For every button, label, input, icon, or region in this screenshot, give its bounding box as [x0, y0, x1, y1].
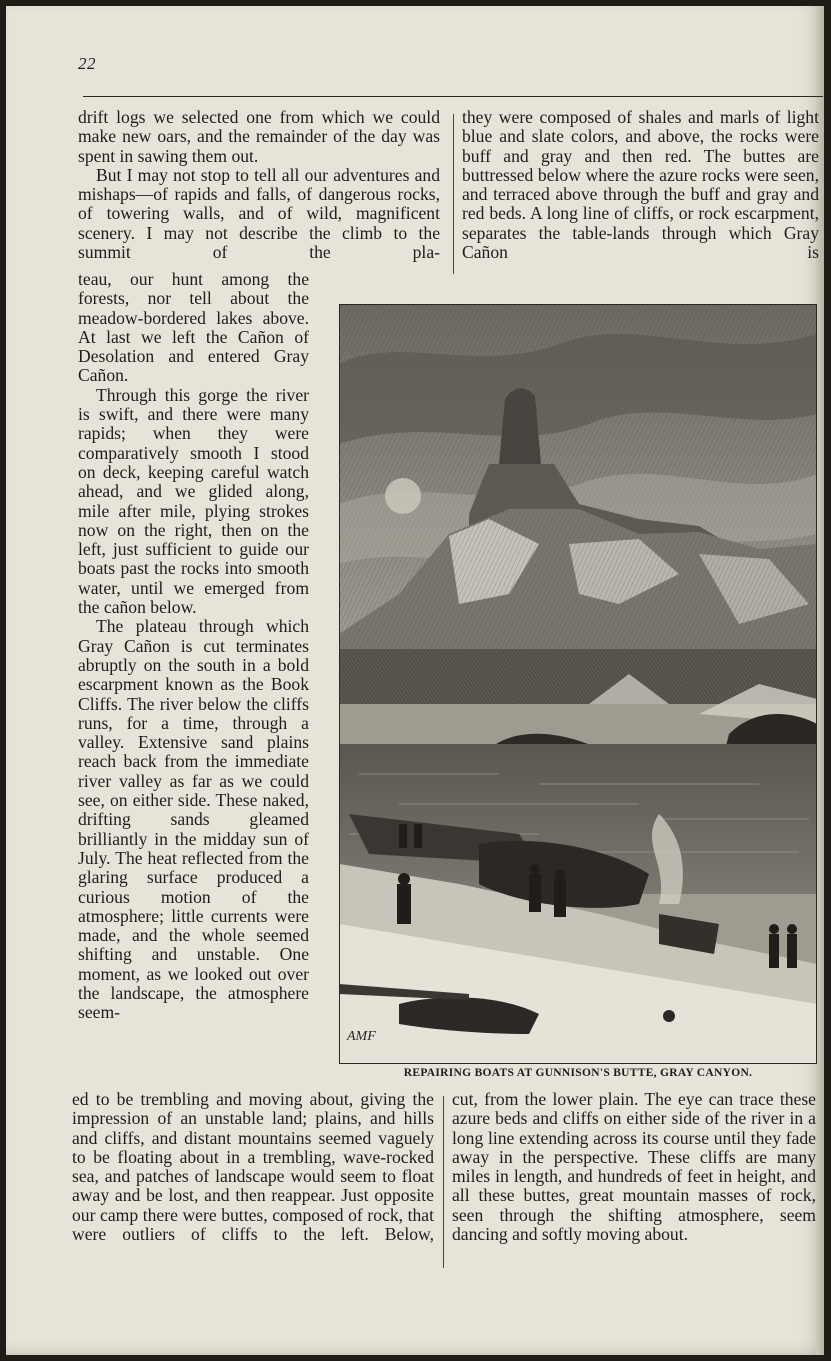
paragraph: teau, our hunt among the forests, nor tell about the meadow-bordered lakes above. At last we left the Cañon of Desolation and entered Gray Cañon. [78, 269, 309, 386]
paragraph: cut, from the lower plain. The eye can trace these azure beds and cliffs on either side of the river in a long line extending across its course until they fade away in the perspective. These cliffs are many miles in length, and hundreds of feet in height, and all these buttes, great mountain masses of rock, seen through the shifting atmosphere, seem dancing and softly moving about. [452, 1089, 816, 1245]
figure-caption: REPAIRING BOATS AT GUNNISON'S BUTTE, GRAY CANYON. [403, 1067, 753, 1079]
left-column-top [78, 108, 440, 280]
paragraph: But I may not stop to tell all our adventures and mishaps—of rapids and falls, of dangerous rocks, of towering walls, and of wild, magnificent scenery. I may not describe the climb to the summit of the pla- [78, 164, 440, 263]
narrow-column [78, 270, 309, 1090]
engraving-illustration [339, 304, 817, 1064]
book-page [6, 6, 824, 1355]
paragraph: The plateau through which Gray Cañon is cut terminates abruptly on the south in a bold escarpment known as the Book Cliffs. The river below the cliffs runs, for a time, through a valley. Extensive sand plains reach back from the immediate river valley as far as we could see, on either side. These naked, drifting sands gleamed brilliantly in the midday sun of July. The heat reflected from the glaring surface produced a curious motion of the atmosphere; little currents were made, and the whole seemed shifting and unstable. One moment, as we looked out over the landscape, the atmosphere seem- [78, 616, 309, 1023]
header-rule [83, 96, 823, 97]
paragraph: drift logs we selected one from which we could make new oars, and the remainder of the day was spent in sawing them out. [78, 107, 440, 166]
right-column-top [462, 108, 819, 280]
page-number: 22 [78, 54, 96, 73]
right-column-bottom [452, 1090, 816, 1270]
artist-signature: AMF [347, 1029, 376, 1044]
paragraph: ed to be trembling and moving about, giving the impression of an unstable land; plains, and hills and cliffs, and distant mountains seemed vaguely to be floating about in a trembling, wave-rocked sea, and patches of landscape would seem to float away and be lost, and then reappear. Just opposite our camp there were buttes, composed of rock, that were outliers of cliffs to the left. Below, [72, 1089, 434, 1245]
column-divider-bottom [443, 1096, 444, 1268]
left-column-bottom [72, 1090, 434, 1270]
paragraph: Through this gorge the river is swift, and there were many rapids; when they were comparatively smooth I stood on deck, keeping careful watch ahead, and we glided along, mile after mile, plying strokes now on the right, then on the left, just sufficient to guide our boats past the rocks into smooth water, until we emerged from the cañon below. [78, 384, 309, 618]
paragraph: they were composed of shales and marls of light blue and slate colors, and above, the rocks were buff and gray and then red. The buttes are buttressed below where the azure rocks were seen, and terraced above through the buff and gray and red beds. A long line of cliffs, or rock escarpment, separates the table-lands through which Gray Cañon is [462, 107, 819, 263]
engraving-drawing [339, 304, 817, 1064]
column-divider-top [453, 114, 454, 274]
